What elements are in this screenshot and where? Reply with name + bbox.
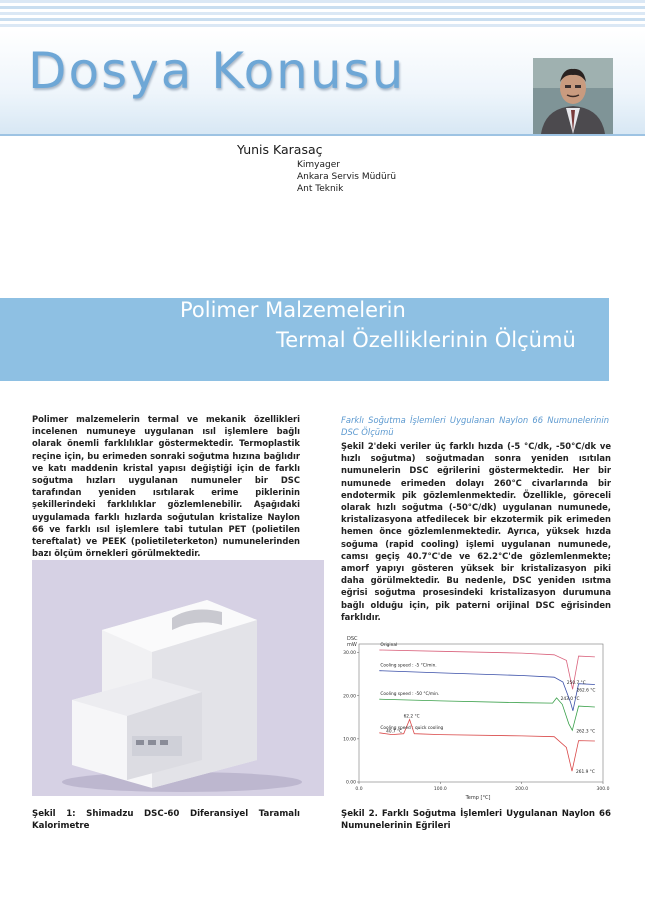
figure2-caption: Şekil 2. Farklı Soğutma İşlemleri Uygulanan Naylon 66 Numunelerinin Eğrileri: [341, 809, 611, 831]
section-paragraph: Şekil 2'deki veriler üç farklı hızda (-5 °C/dk, -50°C/dk ve hızlı soğutma) soğutmadan sonra yeniden ısıtılan numunelerin DSC eğrilerini göstermektedir. Her bir numunede erimeden dolayı 260°C civarlarında bir endotermik pik gözlemlenmektedir. Özellikle, göreceli olarak hızlı soğutma (-50°C/dk) uygulanan numunede, kristalizasyona atfedilecek bir ekzotermik pik erimeden hemen önce gözlemlenmektedir. Ayrıca, yüksek hızda soğuma (rapid cooling) işlemi uygulanan numunede, camsı geçiş 40.7°C'de ve 62.2°C'de gözlemlenmekte; amorf yapıyı gösteren yüksek bir kristalizasyon piki daha görülmektedir. Bu nedenle, DSC yeniden ısıtma eğrisi soğutma prosesindeki kristalizasyon durumuna bağlı olduğu için, pik paterni orijinal DSC eğrisinden farklıdır.: [341, 441, 611, 622]
y-tick-label: 10.00: [343, 737, 356, 743]
y-tick-label: 30.00: [343, 651, 356, 657]
series-label-0: Original: [380, 643, 398, 649]
author-company: Ant Teknik: [297, 184, 344, 194]
header-stripes: [0, 0, 645, 30]
chart-ylabel-line1: DSC: [347, 636, 358, 642]
y-tick-label: 20.00: [343, 694, 356, 700]
series-line-0: [379, 650, 595, 689]
annotation-3: 262.3 °C: [576, 729, 596, 735]
chart-xlabel: Temp [°C]: [465, 795, 491, 801]
article-title-line1: Polimer Malzemelerin: [180, 298, 406, 322]
annotation-2: 243.0 °C: [560, 696, 580, 702]
annotation-4: 62.2 °C: [403, 714, 420, 720]
x-tick-label: 100.0: [433, 787, 447, 792]
series-label-3: Cooling speed : quick cooling: [380, 725, 444, 731]
x-tick-label: 300.0: [596, 787, 610, 792]
intro-paragraph: Polimer malzemelerin termal ve mekanik özellikleri incelenen numuneye uygulanan ısıl işlemlere bağlı olarak önemli farklılıklar göstermektedir. Termoplastik reçine için, bu erimeden sonraki soğutma hızına bağlıdır ve katı maddenin kristal yapısı değiştiği için de farklı soğutma hızları uygulanan numuneler bir DSC tarafından yeniden ısıtılarak erime piklerinin şekillerindeki farklılıklar gözlemlenebilir. Aşağıdaki uygulamada farklı hızlarda soğutulan kristalize Naylon 66 ve farklı ısıl işlemlere tabi tutulan PET (polietilen tereftalat) ve PEEK (polietileterketon) numunelerinden bazı ölçüm örnekleri görülmektedir.: [32, 414, 300, 559]
x-tick-label: 0.0: [355, 787, 363, 792]
figure1-caption: Şekil 1: Shimadzu DSC-60 Diferansiyel Taramalı Kalorimetre: [32, 809, 300, 831]
header-rule: [0, 134, 645, 136]
section-heading: Farklı Soğutma İşlemleri Uygulanan Naylon 66 Numunelerinin DSC Ölçümü: [341, 415, 609, 437]
dsc-instrument-photo: [32, 560, 324, 796]
annotation-5: 40.7 °C: [386, 729, 403, 735]
series-label-1: Cooling speed : -5 °C/min.: [380, 663, 437, 669]
annotation-6: 261.9 °C: [576, 770, 595, 776]
chart-ylabel-line2: mW: [347, 642, 357, 648]
y-tick-label: 0.00: [345, 780, 356, 786]
author-position: Ankara Servis Müdürü: [297, 172, 397, 182]
annotation-1: 250.7 °C: [566, 680, 586, 686]
author-photo: [533, 58, 613, 134]
section-title: Dosya Konusu: [28, 42, 406, 100]
article-title-line2: Termal Özelliklerinin Ölçümü: [276, 328, 576, 352]
dsc-chart: [341, 632, 611, 802]
author-name: Yunis Karasaç: [237, 142, 323, 157]
series-label-2: Cooling speed : -50 °C/min.: [380, 692, 440, 698]
annotation-0: 262.6 °C: [576, 688, 596, 694]
x-tick-label: 200.0: [515, 787, 529, 792]
author-role: Kimyager: [297, 160, 340, 170]
